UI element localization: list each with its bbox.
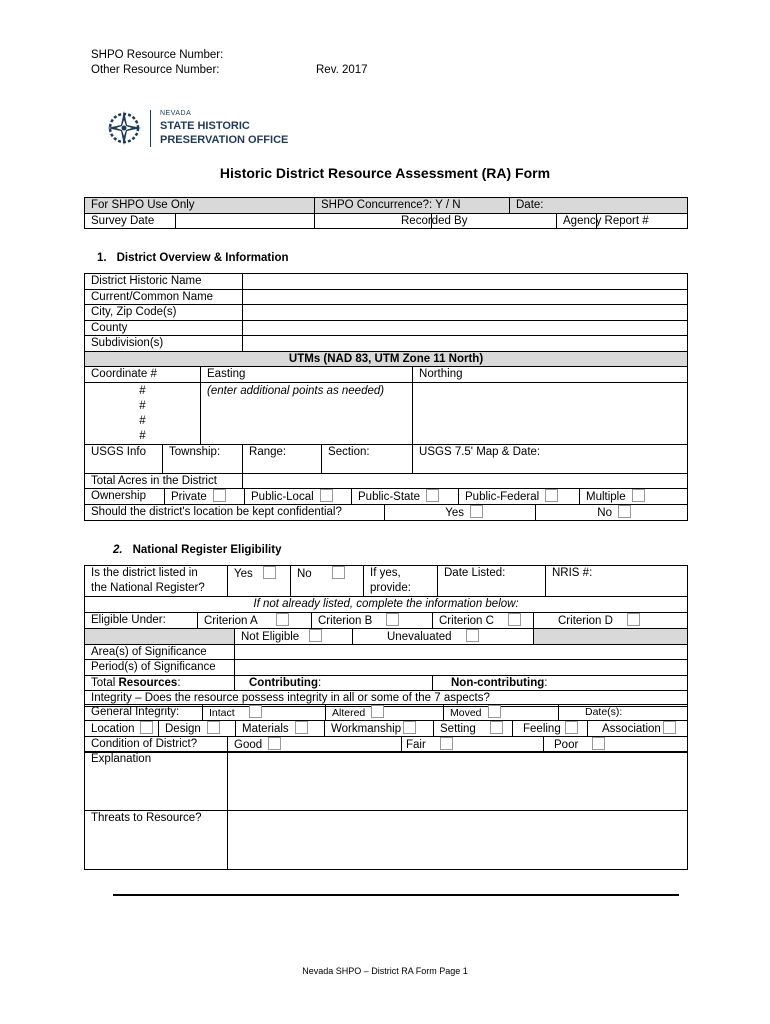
ownership-public-local[interactable]: Public-Local xyxy=(245,489,352,505)
aspect-workmanship[interactable]: Workmanship xyxy=(325,721,434,737)
criterion-b[interactable]: Criterion B xyxy=(312,612,433,628)
poor-checkbox[interactable] xyxy=(592,737,605,750)
gray-spacer-left xyxy=(85,628,235,644)
page-footer: Nevada SHPO – District RA Form Page 1 xyxy=(302,966,468,976)
if-yes-label: If yes, provide: xyxy=(364,566,438,597)
not-listed-note: If not already listed, complete the information below: xyxy=(85,597,688,613)
common-name-field[interactable] xyxy=(243,289,688,305)
aspects-table xyxy=(84,720,688,737)
public-local-checkbox[interactable] xyxy=(320,489,333,502)
explanation-label: Explanation xyxy=(85,752,228,811)
district-overview-table xyxy=(84,273,688,489)
explanation-field[interactable] xyxy=(228,752,688,811)
areas-field[interactable] xyxy=(235,644,688,660)
footer-rule xyxy=(113,894,679,896)
shpo-date-label[interactable]: Date: xyxy=(510,198,688,214)
section-field[interactable]: Section: xyxy=(322,444,413,473)
compass-star-icon xyxy=(104,108,144,148)
county-label: County xyxy=(85,320,243,336)
general-integrity-table xyxy=(84,704,688,721)
integrity-moved[interactable]: Moved xyxy=(444,705,559,721)
confidential-question: Should the district's location be kept confidential? xyxy=(85,505,385,521)
aspect-setting[interactable]: Setting xyxy=(434,721,513,737)
shpo-use-only-label: For SHPO Use Only xyxy=(85,198,315,214)
contributing-field[interactable]: Contributing: xyxy=(235,675,433,691)
altered-checkbox[interactable] xyxy=(371,705,384,718)
agency-report-label: Agency Report # xyxy=(557,213,597,229)
areas-label: Area(s) of Significance xyxy=(85,644,235,660)
listed-no-checkbox[interactable] xyxy=(332,566,345,579)
criterion-d[interactable]: Criterion D xyxy=(534,612,688,628)
ownership-public-state[interactable]: Public-State xyxy=(352,489,459,505)
county-field[interactable] xyxy=(243,320,688,336)
setting-checkbox[interactable] xyxy=(490,721,503,734)
usgs-info-label: USGS Info xyxy=(85,444,163,473)
range-field[interactable]: Range: xyxy=(243,444,322,473)
good-checkbox[interactable] xyxy=(268,737,281,750)
aspect-design[interactable]: Design xyxy=(159,721,236,737)
criterion-a[interactable]: Criterion A xyxy=(198,612,312,628)
common-name-label: Current/Common Name xyxy=(85,289,243,305)
threats-field[interactable] xyxy=(228,811,688,870)
form-title: Historic District Resource Assessment (RA) Form xyxy=(219,165,551,181)
ownership-label: Ownership xyxy=(85,489,165,505)
fair-checkbox[interactable] xyxy=(440,737,453,750)
general-integrity-label: General Integrity: xyxy=(85,705,203,721)
nris-field[interactable]: NRIS #: xyxy=(546,566,688,597)
easting-label: Easting xyxy=(201,367,413,383)
logo-state: NEVADA xyxy=(160,110,192,117)
easting-field[interactable]: (enter additional points as needed) xyxy=(201,382,413,444)
aspect-location[interactable]: Location xyxy=(85,721,159,737)
aspect-feeling[interactable]: Feeling xyxy=(513,721,588,737)
non-contributing-field[interactable]: Non-contributing: xyxy=(433,675,688,691)
public-federal-checkbox[interactable] xyxy=(545,489,558,502)
shpo-resource-number-label: SHPO Resource Number: xyxy=(91,49,224,61)
coordinate-points: # # # # xyxy=(85,382,201,444)
periods-field[interactable] xyxy=(235,660,688,676)
condition-fair[interactable]: Fair xyxy=(402,737,544,753)
periods-label: Period(s) of Significance xyxy=(85,660,235,676)
intact-checkbox[interactable] xyxy=(249,705,262,718)
other-resource-number-label: Other Resource Number: xyxy=(91,64,220,76)
not-eligible-checkbox[interactable] xyxy=(309,629,322,642)
feeling-checkbox[interactable] xyxy=(565,721,578,734)
ownership-public-federal[interactable]: Public-Federal xyxy=(459,489,580,505)
gray-spacer-right xyxy=(534,628,688,644)
moved-checkbox[interactable] xyxy=(488,705,501,718)
listed-yes[interactable]: Yes xyxy=(228,566,291,597)
condition-label: Condition of District? xyxy=(85,737,228,753)
shpo-use-table xyxy=(84,197,688,229)
coordinate-label: Coordinate # xyxy=(85,367,201,383)
recorded-by-label: Recorded By xyxy=(315,213,432,229)
condition-good[interactable]: Good xyxy=(228,737,402,753)
design-checkbox[interactable] xyxy=(207,721,220,734)
aspect-association[interactable]: Association xyxy=(588,721,688,737)
confidential-no[interactable]: No xyxy=(536,505,688,521)
integrity-question: Integrity – Does the resource possess integrity in all or some of the 7 aspects? xyxy=(85,691,688,707)
condition-poor[interactable]: Poor xyxy=(544,737,688,753)
criterion-d-checkbox[interactable] xyxy=(627,613,640,626)
threats-label: Threats to Resource? xyxy=(85,811,228,870)
criterion-b-checkbox[interactable] xyxy=(386,613,399,626)
total-acres-label: Total Acres in the District xyxy=(85,473,243,489)
private-checkbox[interactable] xyxy=(213,489,226,502)
township-field[interactable]: Township: xyxy=(163,444,243,473)
ownership-table xyxy=(84,488,688,505)
integrity-intact[interactable]: Intact xyxy=(203,705,326,721)
subdivision-field[interactable] xyxy=(243,336,688,352)
survey-date-label: Survey Date xyxy=(85,213,176,229)
association-checkbox[interactable] xyxy=(663,721,676,734)
total-acres-field[interactable] xyxy=(243,473,688,489)
revision-label: Rev. 2017 xyxy=(316,64,368,76)
criterion-c-checkbox[interactable] xyxy=(508,613,521,626)
integrity-dates[interactable]: Date(s): xyxy=(559,705,688,721)
city-zip-field[interactable] xyxy=(243,305,688,321)
not-eligible[interactable]: Not Eligible xyxy=(235,628,353,644)
unevaluated[interactable]: Unevaluated xyxy=(353,628,534,644)
listed-yes-checkbox[interactable] xyxy=(263,566,276,579)
national-register-table xyxy=(84,565,688,597)
utm-header: UTMs (NAD 83, UTM Zone 11 North) xyxy=(85,351,688,367)
date-listed-field[interactable]: Date Listed: xyxy=(438,566,546,597)
northing-label: Northing xyxy=(413,367,688,383)
survey-date-field[interactable] xyxy=(176,213,315,229)
logo-divider xyxy=(150,110,151,147)
logo-line2: PRESERVATION OFFICE xyxy=(160,134,289,146)
total-resources-label: Total Resources: xyxy=(85,675,235,691)
usgs-map-field[interactable]: USGS 7.5' Map & Date: xyxy=(413,444,688,473)
ownership-private[interactable]: Private xyxy=(165,489,245,505)
aspect-materials[interactable]: Materials xyxy=(236,721,325,737)
district-historic-name-field[interactable] xyxy=(243,274,688,290)
logo-line1: STATE HISTORIC xyxy=(160,120,250,132)
section1-title: 1. District Overview & Information xyxy=(97,252,289,264)
multiple-checkbox[interactable] xyxy=(632,489,645,502)
section2-title: 2. National Register Eligibility xyxy=(113,544,282,556)
confidential-no-checkbox[interactable] xyxy=(618,505,631,518)
criterion-c[interactable]: Criterion C xyxy=(433,612,534,628)
shpo-concurrence-label[interactable]: SHPO Concurrence?: Y / N xyxy=(315,198,510,214)
workmanship-checkbox[interactable] xyxy=(403,721,416,734)
integrity-altered[interactable]: Altered xyxy=(326,705,444,721)
explanation-table xyxy=(84,751,688,870)
confidential-yes[interactable]: Yes xyxy=(385,505,536,521)
listed-question: Is the district listed in the National Register? xyxy=(85,566,228,597)
eligibility-table xyxy=(84,596,688,707)
city-zip-label: City, Zip Code(s) xyxy=(85,305,243,321)
confidential-yes-checkbox[interactable] xyxy=(470,505,483,518)
criterion-a-checkbox[interactable] xyxy=(276,613,289,626)
location-checkbox[interactable] xyxy=(140,721,153,734)
ownership-multiple[interactable]: Multiple xyxy=(580,489,688,505)
listed-no[interactable]: No xyxy=(291,566,364,597)
eligible-under-label: Eligible Under: xyxy=(85,612,198,628)
materials-checkbox[interactable] xyxy=(295,721,308,734)
public-state-checkbox[interactable] xyxy=(426,489,439,502)
district-historic-name-label: District Historic Name xyxy=(85,274,243,290)
unevaluated-checkbox[interactable] xyxy=(466,629,479,642)
northing-field[interactable] xyxy=(413,382,688,444)
confidential-table xyxy=(84,504,688,521)
subdivision-label: Subdivision(s) xyxy=(85,336,243,352)
